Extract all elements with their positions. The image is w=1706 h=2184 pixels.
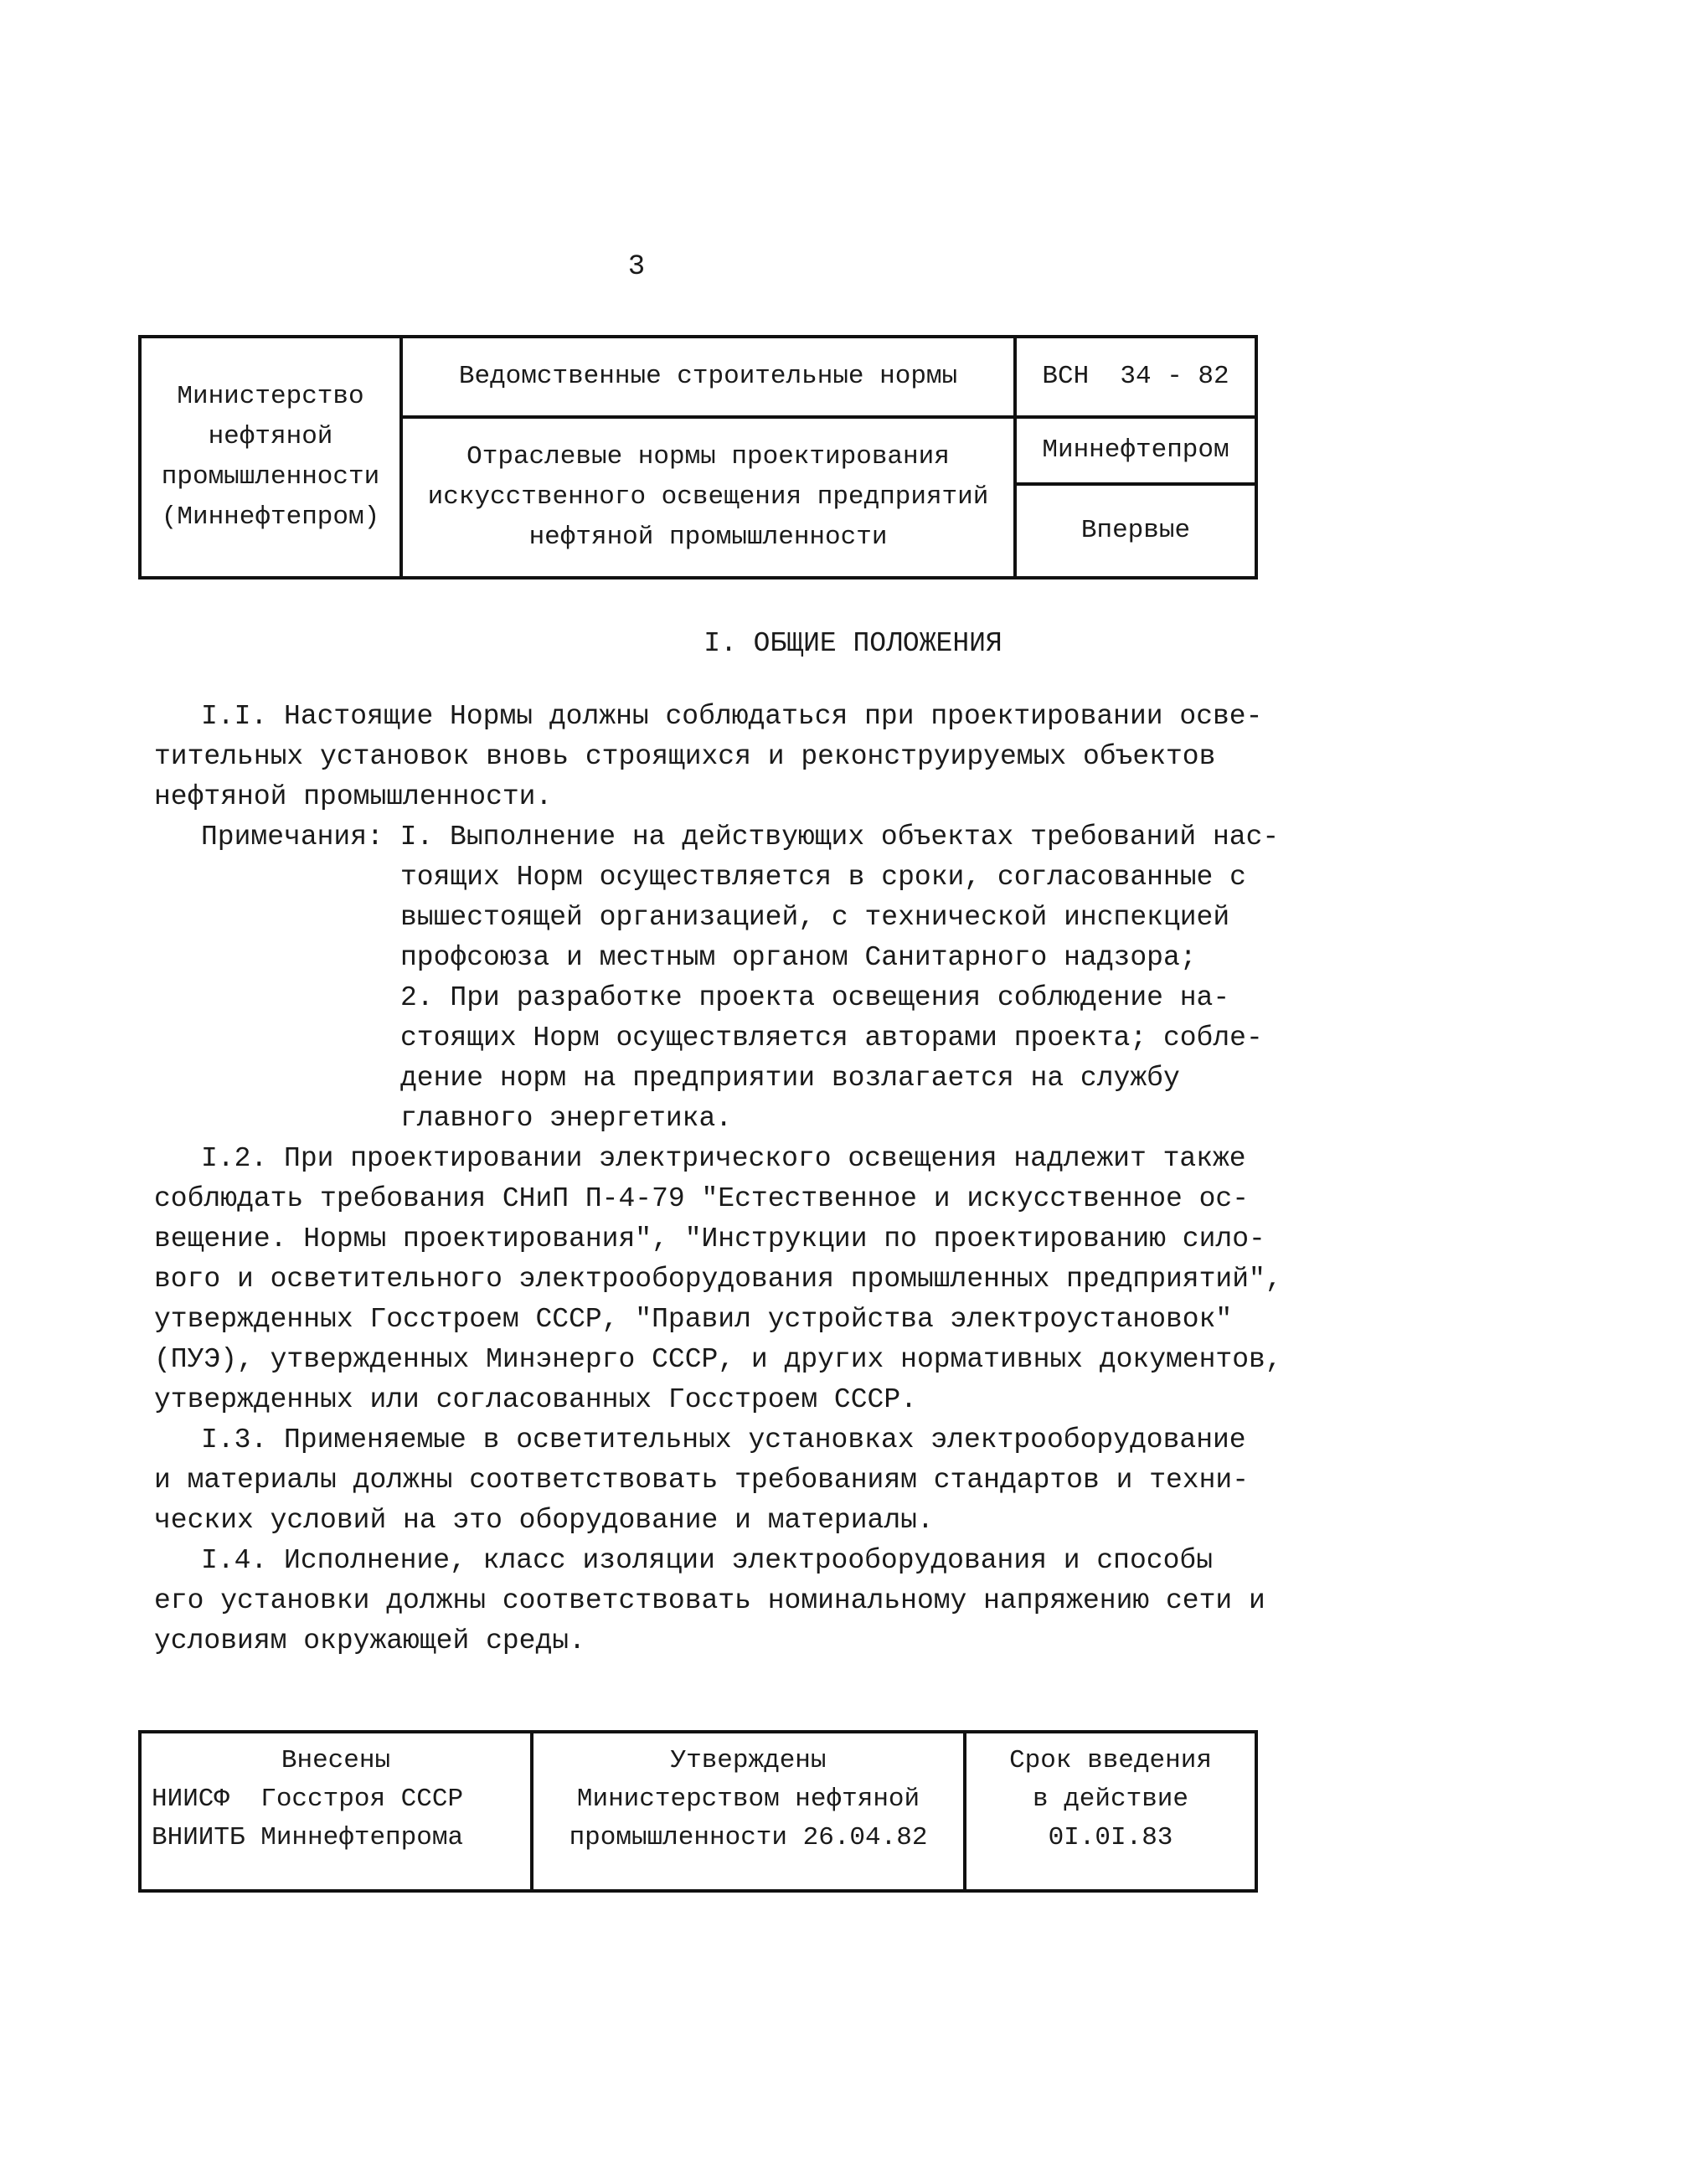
note-line: тоящих Норм осуществляется в сроки, согласованные с <box>400 862 1246 893</box>
paragraph-line: утвержденных или согласованных Госстроем СССР. <box>154 1384 917 1415</box>
doc-code-cell <box>1015 337 1256 417</box>
paragraph-line: I.2. При проектировании электрического освещения надлежит также <box>201 1143 1246 1174</box>
paragraph-line: I.3. Применяемые в осветительных установках электрооборудование <box>201 1424 1246 1455</box>
note-line: стоящих Норм осуществляется авторами проекта; собле- <box>400 1022 1263 1053</box>
introduced-label: Внесены <box>281 1746 391 1775</box>
paragraph-line: ческих условий на это оборудование и материалы. <box>154 1505 934 1536</box>
effective-label-line: в действие <box>1032 1785 1189 1814</box>
title-line: Отраслевые нормы проектирования <box>466 442 950 471</box>
effective-cell <box>965 1732 1256 1891</box>
paragraph-line: (ПУЭ), утвержденных Минэнерго СССР, и других нормативных документов, <box>154 1344 1282 1375</box>
paragraph-line: условиям окружающей среды. <box>154 1625 585 1656</box>
status: Впервые <box>1080 516 1191 545</box>
paragraph-line: утвержденных Госстроем СССР, "Правил устройства электроустановок" <box>154 1304 1233 1335</box>
doc-code: ВСН 34 - 82 <box>1042 362 1229 391</box>
note-line: вышестоящей организацией, с технической инспекцией <box>400 902 1230 933</box>
agency: Миннефтепром <box>1042 435 1229 465</box>
doc-type-cell <box>401 337 1015 417</box>
doc-type: Ведомственные строительные нормы <box>458 362 958 391</box>
ministry-cell <box>140 337 401 578</box>
approved-by-line: Министерством нефтяной <box>576 1785 920 1814</box>
agency-cell <box>1015 417 1256 484</box>
note-line: 2. При разработке проекта освещения соблюдение на- <box>400 982 1230 1013</box>
document-header-table <box>138 335 1258 579</box>
approval-footer-table <box>138 1730 1258 1893</box>
status-cell <box>1015 484 1256 578</box>
introduced-by-line: ВНИИТБ Миннефтепрома <box>152 1823 464 1852</box>
section-title: I. ОБЩИЕ ПОЛОЖЕНИЯ <box>704 628 1002 659</box>
title-cell <box>401 417 1015 578</box>
ministry-line: Министерство <box>177 382 364 411</box>
paragraph-line: нефтяной промышленности. <box>154 781 553 812</box>
ministry-line: промышленности <box>161 462 380 492</box>
paragraph-line: I.4. Исполнение, класс изоляции электрооборудования и способы <box>201 1545 1213 1576</box>
page-number: 3 <box>627 251 646 283</box>
note-line: Примечания: I. Выполнение на действующих объектах требований нас- <box>201 822 1280 852</box>
paragraph-line: I.I. Настоящие Нормы должны соблюдаться при проектировании осве- <box>201 701 1263 732</box>
approved-cell <box>532 1732 965 1891</box>
paragraph-line: вещение. Нормы проектирования", "Инструкции по проектированию сило- <box>154 1223 1265 1254</box>
introduced-cell <box>140 1732 532 1891</box>
paragraph-line: его установки должны соответствовать номинальному напряжению сети и <box>154 1585 1265 1616</box>
note-line: профсоюза и местным органом Санитарного надзора; <box>400 942 1197 973</box>
title-line: нефтяной промышленности <box>528 523 888 552</box>
introduced-by-line: НИИСФ Госстроя СССР <box>152 1785 464 1814</box>
paragraph-line: и материалы должны соответствовать требованиям стандартов и техни- <box>154 1465 1250 1496</box>
approved-label: Утверждены <box>670 1746 827 1775</box>
approved-by-line: промышленности 26.04.82 <box>569 1823 928 1852</box>
effective-date: 0I.0I.83 <box>1048 1823 1173 1852</box>
paragraph-line: тительных установок вновь строящихся и реконструируемых объектов <box>154 741 1216 772</box>
effective-label-line: Срок введения <box>1009 1746 1212 1775</box>
paragraph-line: вого и осветительного электрооборудования промышленных предприятий", <box>154 1264 1282 1295</box>
note-line: главного энергетика. <box>400 1103 733 1134</box>
ministry-line: нефтяной <box>208 422 333 451</box>
paragraph-line: соблюдать требования СНиП П-4-79 "Естественное и искусственное ос- <box>154 1183 1250 1214</box>
title-line: искусственного освещения предприятий <box>427 482 989 512</box>
ministry-line: (Миннефтепром) <box>161 502 380 532</box>
note-line: дение норм на предприятии возлагается на службу <box>400 1063 1180 1094</box>
